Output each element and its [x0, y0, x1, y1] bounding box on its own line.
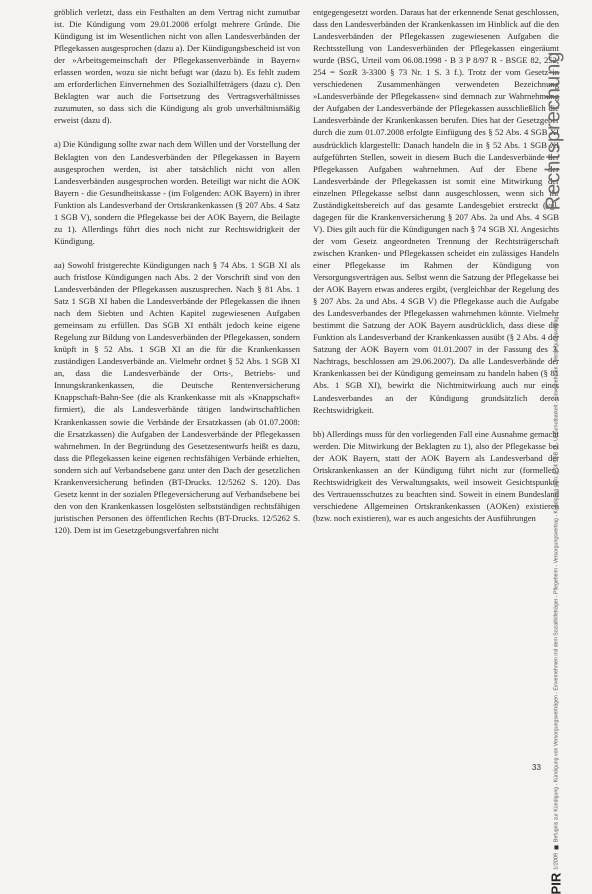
section-heading-vertical: [528, 20, 580, 240]
paragraph: bb) Allerdings muss für den vorliegenden Fall eine Ausnahme gemacht werden. Die Mitwirkung der Beklagten zu 1), also der Pflegekasse bei der AOK Bayern, statt der AOK Bayern als Landesverband der Ortskrankenkassen an der Kündigung führt nicht zur (formellen) Rechtswidrigkeit des Verwaltungsakts, weil insoweit Gesichtspunkte des Vertrauensschutzes zu beachten sind. Soweit in einem Bundesland verschiedene Allgemeinen Ortskrankenkassen (AOKen) existieren (bzw. noch existieren), war es auch angesichts der Ausführungen: [313, 428, 559, 523]
paragraph: a) Die Kündigung sollte zwar nach dem Willen und der Vorstellung der Beklagten von den Landesverbänden der Pflegekassen in Bayern ausgesprochen werden, ist aber tatsächlich nicht von allen Landesverbänden ausgesprochen worden. Beteiligt war nicht die AOK Bayern - die Gesundheitskasse - (im Folgenden: AOK Bayern) in ihrer Funktion als Landesverband der Ortskrankenkassen (§ 207 Abs. 4 Satz 1 SGB V), sondern die Pflegekasse bei der AOK Bayern, die Beilagte zu 1). Allerdings führt dies noch nicht zur Rechtswidrigkeit der Kündigung.: [54, 139, 300, 246]
page-number: 33: [532, 763, 541, 772]
left-text-column: [54, 6, 300, 548]
section-title: Rechtsprechung: [542, 50, 565, 210]
square-bullet-icon: [554, 845, 558, 849]
paragraph: entgegengesetzt worden. Daraus hat der erkennende Senat geschlossen, dass den Landesverbänden der Krankenkassen im Hinblick auf die den Landesverbänden der Pflegekassen zugewiesenen Aufgaben die Rechtsstellung von Landesverbänden der Pflegekassen eingeräumt wurde (BSG, Urteil vom 06.08.1998 - B 3 P 8/97 R - BSGE 82, 252, 254 = SozR 3-3300 § 73 Nr. 1 S. 3 f.). Trotz der vom Gesetz in verschiedenen Zusammenhängen verwendeten Bezeichnung »Landesverbände der Pflegekassen« sind demnach zur Wahrnehmung der Aufgaben der Landesverbände der Pflegekassen ausschließlich die Landesverbände der Krankenkassen berufen. Dies hat der Gesetzgeber durch die zum 01.07.2008 erfolgte Einfügung des § 52 Abs. 4 SGB XI ausdrücklich klargestellt: Danach handeln die in § 52 Abs. 1 SGB XI aufgeführten Stellen, soweit in diesem Buch die Landesverbände der Pflegekassen Aufgaben wahrnehmen. Auf der Ebene der Landesverbände der Pflegekassen ist somit eine Mitwirkung der einzelnen Pflegekasse selbst dann ausgeschlossen, wenn sich ihr Zuständigkeitsbereich auf das gesamte Landesgebiet erstreckt (vgl. dagegen für die Krankenversicherung § 207 Abs. 2a und Abs. 4 SGB V). Dies gilt auch für die Kündigungen nach § 74 SGB XI. Angesichts der vom Gesetz angeordneten Trennung der Rechtsträgerschaft zwischen Kranken- und Pflegekassen scheidet ein zulässiges Handeln einer Pflegekasse im Rahmen der Kündigung von Versorgungsverträgen aus. Selbst wenn die Satzung der Pflegekasse bei der AOK Bayern etwas anderes ergibt, (vergleichbar der Regelung des § 207 Abs. 2a und Abs. 4 SGB V) die Pflegekasse auch die Aufgabe des Landesverbandes der Pflegekassen wahrnehmen könnte. Vielmehr bestimmt die Satzung der AOK Bayern ausdrücklich, dass diese die Funktion als Landesverband der Krankenkassen ausübt (§ 2 Abs. 4 der Satzung der AOK Bayern vom 01.01.2007 in der Fassung des 3. Nachtrags, beschlossen am 29.06.2007). Da alle Landesverbände der Krankenkassen bei der Kündigung gemeinsam zu handeln haben (§ 81 Abs. 1 SGB XI), bewirkt die Nichtmitwirkung auch nur eines Landesverbandes an der Kündigung grundsätzlich deren Rechtswidrigkeit.: [313, 7, 559, 415]
side-running-footer: [548, 316, 564, 894]
running-footer-text: Befugnis zur Kündigung - Kündigung von Versorgungsverträgen - Einvernehmen mit dem Sozialhilfeträger - Pflegeheim - Versorgungsvertrag - Kündigung gem. § 74 SGB XI - Unzumutbarkeit - Einvernehmen - Versorgungsvertrag: [553, 316, 559, 842]
paragraph: gröblich verletzt, dass ein Festhalten an dem Vertrag nicht zumutbar ist. Die Kündigung vom 29.01.2008 erfolgt mehrere Gründe. Die Kündigung ist im Wesentlichen nicht von allen Landesverbänden der Pflegekassen ausgesprochen (dazu a). Der Kündigungsbescheid ist von der »Arbeitsgemeinschaft der Pflegekassenverbände in Bayern« erlassen worden, wozu sie nicht befugt war (dazu b). Es fehlt zudem am erforderlichen Einvernehmen des Sozialhilfeträgers (dazu c). Den Beklagten war auch die Fortsetzung des Vertragsverhältnisses zuzumuten, so dass sich die Kündigung als grob unverhältnismäßig erweist (dazu d).: [54, 7, 300, 126]
journal-logo: PIR: [548, 872, 564, 894]
issue-number: 1/2009: [553, 852, 559, 870]
right-text-column: [313, 6, 559, 536]
paragraph: aa) Sowohl fristgerechte Kündigungen nach § 74 Abs. 1 SGB XI als auch fristlose Kündigungen nach Abs. 2 der Vorschrift sind von den Landesverbänden der Pflegekassen auszusprechen. Nach § 81 Abs. 1 Satz 1 SGB XI haben die Landesverbände der Pflegekassen die ihnen nach dem Siebten und Achten Kapitel zugewiesenen Aufgaben gemeinsam zu erfüllen. Das SGB XI enthält jedoch keine eigene Regelung zur Bildung von Landesverbänden der Pflegekassen, sondern knüpft in § 52 Abs. 1 SGB XI an die für die Krankenkassen zuständigen Landesverbände an. Vielmehr ordnet § 52 Abs. 1 SGB XI an, dass die Landesverbände der Orts-, Betriebs- und Innungskrankenkassen, die Deutsche Rentenversicherung Knappschaft-Bahn-See (die als Krankenkasse mit als »Knappschaft« firmiert), die als Landesverbände tätigen landwirtschaftlichen Krankenkassen sowie die Verbände der Ersatzkassen (ab 01.07.2008: die Ersatzkassen) die Aufgaben der Landesverbände der Pflegekassen wahrnehmen. In der Begründung des Gesetzesentwurfs heißt es dazu, dass die Pflegekassen keine eigenen rechtsfähigen Verbände erhielten, sondern sich auf Verbandsebene ganz unter den Dach der gesetzlichen Krankenversicherung befinden (BT-Drucks. 12/5262 S. 120). Das Gesetz kennt in der sozialen Pflegeversicherung auf Verbandsebene bei den von den Krankenkassen losgelösten selbstständigen rechtsfähigen juristischen Personen des öffentlichen Rechts (BT-Drucks. 12/5262 S. 120). Dem ist im Gesetzgebungsverfahren nicht: [54, 259, 300, 535]
